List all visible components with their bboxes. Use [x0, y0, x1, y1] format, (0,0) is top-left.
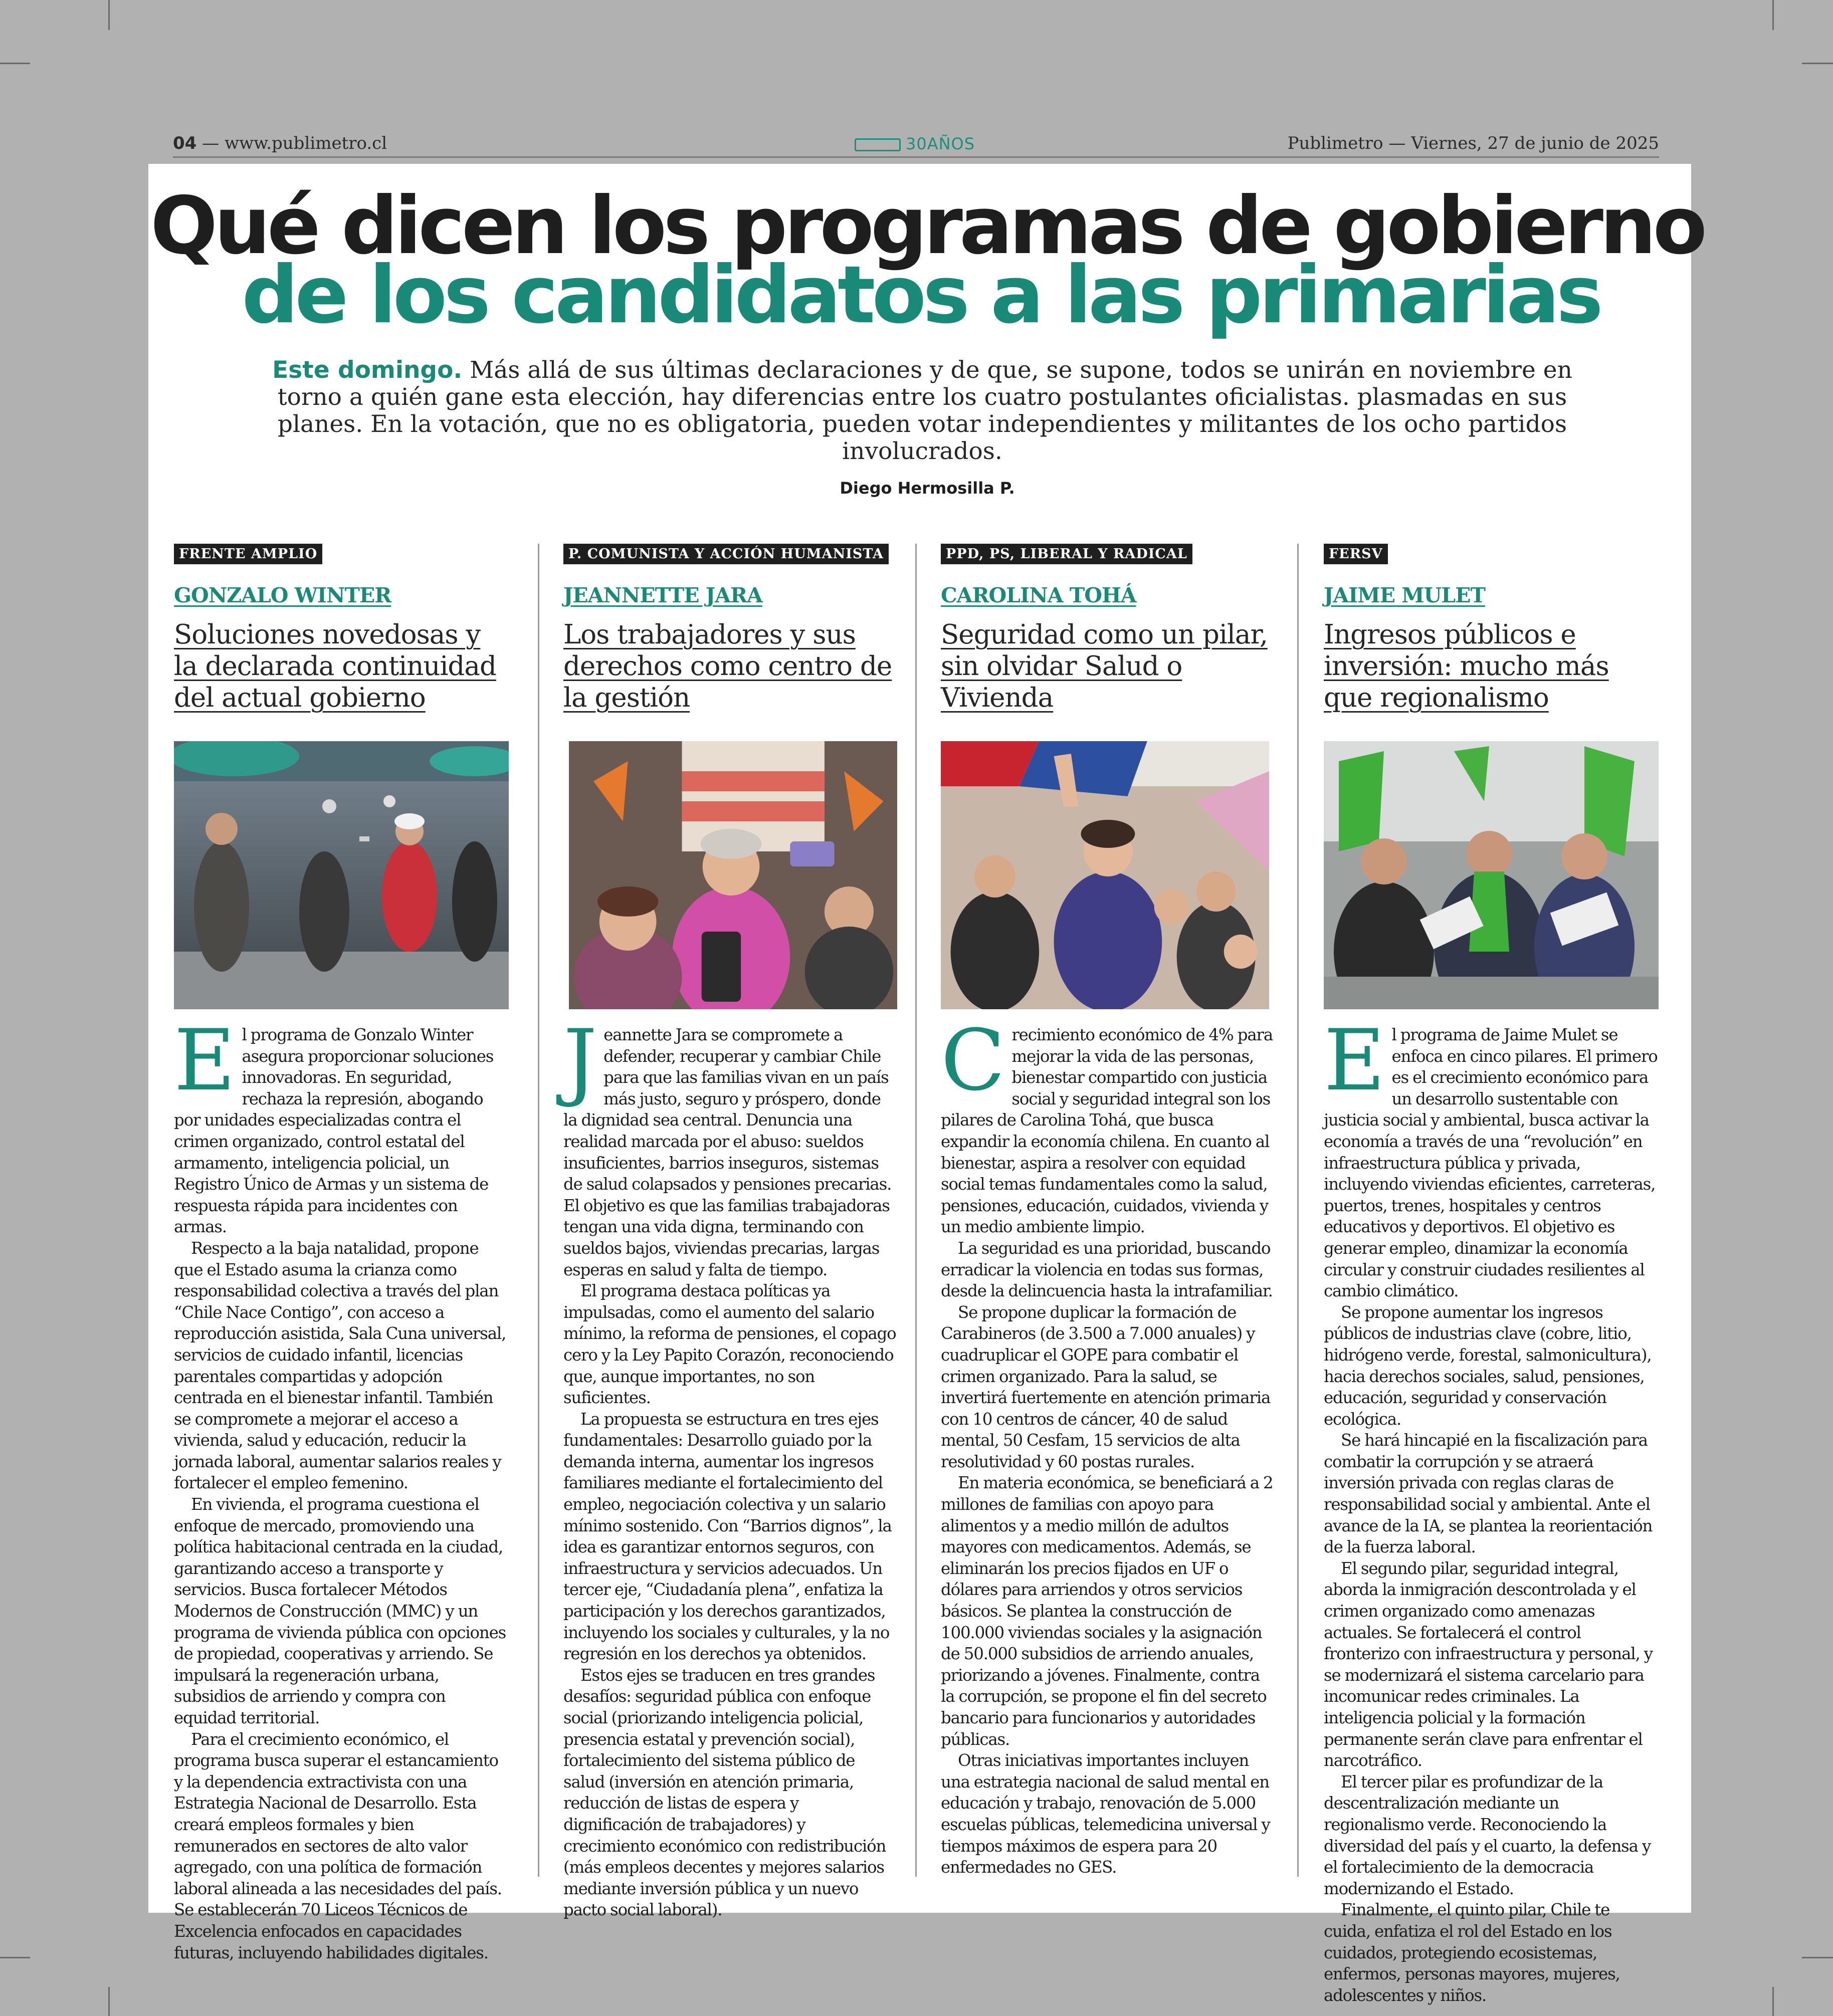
candidate-column-mulet: [1324, 544, 1659, 2006]
lede-kicker: Este domingo.: [272, 356, 463, 384]
section-title: Soluciones novedosas y la declarada continuidad del actual gobierno: [174, 619, 496, 713]
headline-line-1: Qué dicen los programas de gobierno: [150, 180, 1704, 272]
anniversary-text: 30AÑOS: [906, 134, 975, 153]
paragraph: Finalmente, el quinto pilar, Chile te cuida, enfatiza el rol del Estado en los cuidados, protegiendo ecosistemas, enfermos, personas mayores, mujeres, adolescentes y niños.: [1324, 1900, 1620, 2005]
site-url: — www.publimetro.cl: [196, 133, 387, 153]
paragraph: recimiento económico de 4% para mejorar la vida de las personas, bienestar compartido con justicia social y seguridad integral son los pilares de Carolina Tohá, que busca expandir la economía chilena. En cuanto al bienestar, aspira a resolver con equidad social temas fundamentales como la salud, pensiones, educación, cuidados, vivienda y un medio ambiente limpio.: [941, 1025, 1273, 1237]
paragraph: Respecto a la baja natalidad, propone que el Estado asuma la crianza como responsabilidad colectiva a través del plan “Chile Nace Contigo”, con acceso a reproducción asistida, Sala Cuna universal, servicios de cuidado infantil, licencias parentales compartidas y adopción centrada en el bienestar infantil. También se compromete a mejorar el acceso a vivienda, salud y educación, reducir la jornada laboral, aumentar salarios reales y fortalecer el empleo femenino.: [174, 1238, 506, 1493]
candidate-name: CAROLINA TOHÁ: [941, 583, 1136, 607]
paragraph: Se propone aumentar los ingresos públicos de industrias clave (cobre, litio, hidrógeno verde, forestal, salmonicultura), hacia derechos sociales, salud, pensiones, educación, seguridad y conservación ecológica.: [1324, 1302, 1652, 1429]
lede: [271, 357, 1574, 465]
paragraph: En vivienda, el programa cuestiona el enfoque de mercado, promoviendo una política habitacional centrada en la ciudad, garantizando acceso a transporte y servicios. Busca fortalecer Métodos Modernos de Construcción (MMC) y un programa de vivienda pública con opciones de propiedad, cooperativas y arriendo. Se impulsará la regeneración urbana, subsidios de arriendo y compra con equidad territorial.: [174, 1495, 506, 1727]
section-title: Los trabajadores y sus derechos como centro de la gestión: [563, 619, 892, 713]
folio-left: [173, 133, 387, 153]
article-body: [941, 1011, 1276, 1878]
candidate-photo-mulet: [1324, 741, 1659, 1009]
running-header: [173, 131, 1659, 158]
candidate-name: JEANNETTE JARA: [563, 583, 762, 607]
paragraph: eannette Jara se compromete a defender, recuperar y cambiar Chile para que las familias vivan en un país más justo, seguro y próspero, donde la dignidad sea central. Denuncia una realidad marcada por el abuso: sueldos insuficientes, barrios inseguros, sistemas de salud colapsados y pensiones precarias. El objetivo es que las familias trabajadoras tengan una vida digna, terminando con sueldos bajos, viviendas precarias, largas esperas en salud y falta de tiempo.: [563, 1025, 892, 1279]
party-tag: P. COMUNISTA Y ACCIÓN HUMANISTA: [563, 544, 889, 564]
publimetro-logo-icon: [855, 138, 901, 151]
paragraph: Se propone duplicar la formación de Carabineros (de 3.500 a 7.000 anuales) y cuadruplicar el GOPE para combatir el crimen organizado. Para la salud, se invertirá fuertemente en atención primaria con 10 centros de cáncer, 40 de salud mental, 50 Cesfam, 15 servicios de alta resolutividad y 60 postas rurales.: [941, 1302, 1271, 1471]
crop-mark: [0, 63, 30, 64]
drop-cap: E: [174, 1011, 235, 1109]
article-body: [563, 1011, 898, 1921]
candidate-column-winter: [174, 544, 509, 1963]
section-title: Ingresos públicos e inversión: mucho más que regionalismo: [1324, 619, 1609, 713]
crop-mark: [1802, 63, 1833, 64]
drop-cap: C: [941, 1011, 1005, 1109]
paragraph: La propuesta se estructura en tres ejes fundamentales: Desarrollo guiado por la demanda interna, aumentar los ingresos familiares mediante el fortalecimiento del empleo, negociación colectiva y un salario mínimo sostenido. Con “Barrios dignos”, la idea es garantizar entornos seguros, con infraestructura y servicios adecuados. Un tercer eje, “Ciudadanía plena”, enfatiza la participación y los derechos garantizados, incluyendo los sociales y culturales, y la no regresión en los derechos ya obtenidos.: [563, 1409, 892, 1664]
paragraph: En materia económica, se beneficiará a 2 millones de familias con apoyo para alimentos y a medio millón de adultos mayores con medicamentos. Además, se eliminarán los precios fijados en UF o dólares para arriendos y otros servicios básicos. Se plantea la construcción de 100.000 viviendas sociales y la asignación de 50.000 subsidios de arriendo anuales, priorizando a jóvenes. Finalmente, contra la corrupción, se propone el fin del secreto bancario para funcionarios y autoridades públicas.: [941, 1473, 1273, 1749]
paragraph: El tercer pilar es profundizar de la descentralización mediante un regionalismo verde. Reconociendo la diversidad del país y el cuarto, la defensa y el fortalecimiento de la democracia modernizando el Estado.: [1324, 1772, 1651, 1898]
column-rule: [1297, 544, 1299, 1877]
crop-mark: [0, 1957, 30, 1958]
candidate-photo-winter: [174, 741, 509, 1009]
column-rule: [915, 544, 917, 1877]
candidate-photo-jara: [569, 741, 897, 1009]
paragraph: Otras iniciativas importantes incluyen una estrategia nacional de salud mental en educación y trabajo, renovación de 5.000 escuelas públicas, telemedicina universal y tiempos máximos de espera para 20 enfermedades no GES.: [941, 1751, 1270, 1877]
lede-text: Más allá de sus últimas declaraciones y de que, se supone, todos se unirán en noviembre en torno a quién gane esta elección, hay diferencias entre los cuatro postulantes oficialistas. plasmadas en sus planes. En la votación, que no es obligatoria, pueden votar independientes y militantes de los ocho partidos involucrados.: [277, 356, 1572, 465]
candidate-photo-toha: [941, 741, 1269, 1009]
crop-mark: [1772, 0, 1774, 30]
edition-date: Publimetro — Viernes, 27 de junio de 2025: [1287, 133, 1659, 153]
article-body: [1324, 1011, 1659, 2006]
section-title: Seguridad como un pilar, sin olvidar Salud o Vivienda: [941, 619, 1268, 713]
paragraph: Estos ejes se traducen en tres grandes desafíos: seguridad pública con enfoque social (priorizando inteligencia policial, presencia estatal y prevención social), fortalecimiento del sistema público de salud (inversión en atención primaria, reducción de listas de espera y dignificación de trabajadores) y crecimiento económico con redistribución (más empleos decentes y mejores salarios mediante inversión pública y un nuevo pacto social laboral).: [563, 1665, 886, 1920]
paragraph: La seguridad es una prioridad, buscando erradicar la violencia en todas sus formas, desde la delincuencia hasta la intrafamiliar.: [941, 1238, 1273, 1301]
byline: Diego Hermosilla P.: [840, 479, 1015, 498]
candidate-name: JAIME MULET: [1324, 583, 1486, 607]
crop-mark: [1802, 1957, 1833, 1958]
paragraph: l programa de Jaime Mulet se enfoca en cinco pilares. El primero es el crecimiento económico para un desarrollo sustentable con justicia social y ambiental, busca activar la economía a través de una “revolución” en infraestructura pública y privada, incluyendo viviendas eficientes, carreteras, puertos, trenes, hospitales y centros educativos y deportivos. El objetivo es generar empleo, dinamizar la economía circular y construir ciudades resilientes al cambio climático.: [1324, 1025, 1658, 1301]
crop-mark: [108, 0, 110, 30]
page-number: 04: [173, 133, 197, 153]
paragraph: Para el crecimiento económico, el programa busca superar el estancamiento y la dependencia extractivista con una Estrategia Nacional de Desarrollo. Esta creará empleos formales y bien remunerados en sectores de alto valor agregado, con una política de formación laboral alineada a las necesidades del país. Se establecerán 70 Liceos Técnicos de Excelencia enfocados en capacidades futuras, incluyendo habilidades digitales.: [174, 1729, 502, 1962]
anniversary-logo: [855, 134, 975, 153]
party-tag: PPD, PS, LIBERAL Y RADICAL: [941, 544, 1192, 564]
crop-mark: [108, 1987, 110, 2016]
candidate-column-jara: [563, 544, 898, 1921]
crop-mark: [1772, 1987, 1774, 2016]
drop-cap: J: [563, 1011, 597, 1109]
paragraph: El programa destaca políticas ya impulsadas, como el aumento del salario mínimo, la reforma de pensiones, el copago cero y la Ley Papito Corazón, reconociendo que, aunque importantes, no son suficientes.: [563, 1281, 896, 1408]
party-tag: FERSV: [1324, 544, 1388, 564]
column-rule: [538, 544, 539, 1877]
candidate-name: GONZALO WINTER: [174, 583, 391, 607]
paragraph: l programa de Gonzalo Winter asegura proporcionar soluciones innovadoras. En seguridad, rechaza la represión, abogando por unidades especializadas contra el crimen organizado, control estatal del armamento, inteligencia policial, un Registro Único de Armas y un sistema de respuesta rápida para incidentes con armas.: [174, 1025, 494, 1237]
party-tag: FRENTE AMPLIO: [174, 544, 322, 564]
headline-line-2: de los candidatos a las primarias: [242, 249, 1600, 341]
candidate-column-toha: [941, 544, 1276, 1878]
paragraph: Se hará hincapié en la fiscalización para combatir la corrupción y se atraerá inversión privada con reglas claras de responsabilidad social y ambiental. Ante el avance de la IA, se plantea la reorientación de la fuerza laboral.: [1324, 1431, 1653, 1557]
paragraph: El segundo pilar, seguridad integral, aborda la inmigración descontrolada y el crimen organizado como amenazas actuales. Se fortalecerá el control fronterizo con infraestructura y personal, y se modernizará el sistema carcelario para incomunicar redes criminales. La inteligencia policial y la formación permanente serán clave para enfrentar el narcotráfico.: [1324, 1558, 1653, 1770]
article-body: [174, 1011, 509, 1963]
drop-cap: E: [1324, 1011, 1385, 1109]
